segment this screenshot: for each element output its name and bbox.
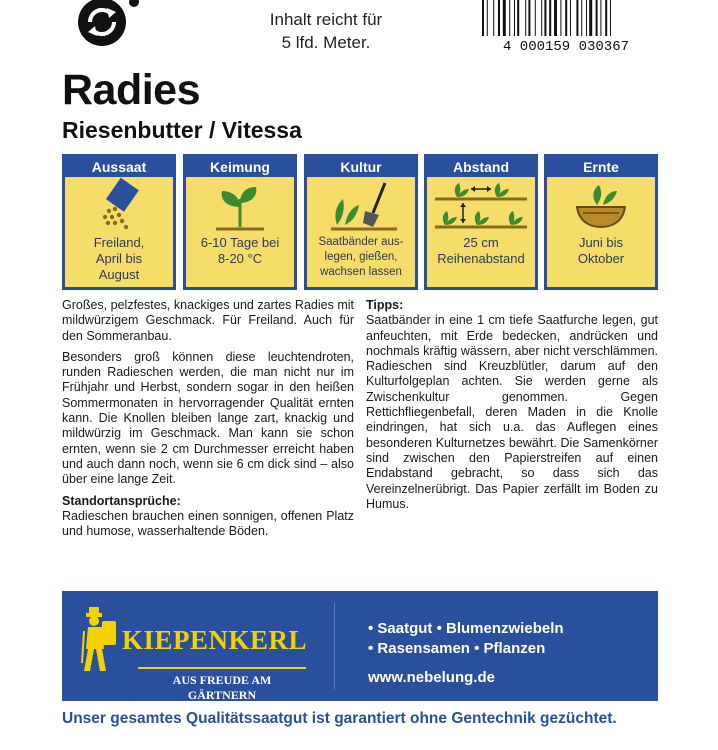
- barcode-bar: [560, 0, 561, 36]
- barcode-bar: [517, 0, 519, 36]
- barcode-bar: [570, 0, 571, 36]
- content-reach-note: [236, 8, 416, 54]
- website-link[interactable]: www.nebelung.de: [368, 669, 495, 686]
- panel-label: Aussaat: [65, 157, 173, 177]
- barcode-number: 4 000159 030367: [502, 39, 630, 52]
- product-variety: Riesenbutter / Vitessa: [62, 117, 302, 143]
- barcode-bar: [514, 0, 515, 36]
- barcode-bar: [498, 0, 500, 36]
- barcode-bar: [541, 0, 542, 36]
- recycling-icon: [66, 0, 144, 52]
- barcode-bar: [610, 0, 611, 36]
- panel-text: 25 cm Reihenabstand: [437, 235, 525, 266]
- reach-line-1: Inhalt reicht für: [269, 10, 383, 29]
- barcode-bar: [596, 0, 598, 36]
- product-range-line-1: • Saatgut • Blumenzwiebeln: [368, 620, 564, 637]
- barcode-bar: [482, 0, 484, 36]
- barcode-bar: [493, 0, 494, 36]
- product-title: Radies: [62, 66, 201, 114]
- seed-packet-icon: [65, 177, 173, 233]
- brand-slogan: AUS FREUDE AM GÄRTNERN: [172, 673, 272, 702]
- panel-text: Freiland, April bis August: [93, 235, 145, 282]
- brand-divider: [138, 667, 306, 669]
- panel-label: Keimung: [186, 157, 294, 177]
- tips-text: Saatbänder in eine 1 cm tiefe Saatfurche legen, gut anfeuchten, mit Erde bedecken, andrücken und nochmals kräftig wässern, aber nicht verschlämmen. Radieschen sind Kreuzblütler, darum auf den Kulturfolgeplan achten. Sie werden gerne als Zwischenkultur genommen. Gegen Rettichfliegenbefall, deren Maden in die Knolle eindringen, hat sich u.a. das Auflegen eines besonderen Kulturnetzes bewährt. Die Samenkörner sind zwischen den Papierstreifen auf einen Endabstand gebracht, so dass sich das Vereinzelnerübrigt. Das Papier zerfällt im Boden zu Humus.: [366, 313, 658, 511]
- barcode-bar: [525, 0, 526, 36]
- panel-keimung: [183, 154, 297, 290]
- reach-line-2: 5 lfd. Meter.: [281, 33, 371, 52]
- barcode-bar: [600, 0, 601, 36]
- location-heading: Standortansprüche:: [62, 493, 181, 508]
- product-range: [368, 619, 564, 659]
- panel-aussaat: [62, 154, 176, 290]
- row-spacing-icon: [427, 177, 535, 233]
- seedling-icon: [186, 177, 294, 233]
- barcode-bar: [544, 0, 546, 36]
- barcode-bar: [503, 0, 506, 36]
- barcode-bar: [528, 0, 530, 36]
- barcode-bar: [605, 0, 607, 36]
- kiepenkerl-figure-logo: [80, 607, 122, 673]
- panel-text: 6-10 Tage bei 8-20 °C: [200, 235, 280, 266]
- panel-text: Saatbänder aus- legen, gießen, wachsen lassen: [318, 236, 404, 278]
- description-body: Besonders groß können diese leuchtendroten, runden Radieschen werden, die man nicht nur im Frühjahr und Herbst, sondern sogar in den heißen Sommermonaten in hervorragender Qualität ernten kann. Die Knollen bleiben lange zart, knackig und mildwürzig im Geschmack. Man kann sie schon ernten, wenn sie 2 cm Durchmesser erreicht haben und auch dann noch, wenn sie 6 cm dick sind – also über eine lange Zeit.: [62, 349, 354, 487]
- barcode-bar: [554, 0, 557, 36]
- barcode-bar: [565, 0, 567, 36]
- tips-heading: Tipps:: [366, 298, 404, 312]
- panel-label: Ernte: [547, 157, 655, 177]
- panel-abstand: [424, 154, 538, 290]
- barcode-bar: [549, 0, 551, 36]
- barcode-bar: [576, 0, 578, 36]
- product-range-line-2: • Rasensamen • Pflanzen: [368, 640, 546, 657]
- harvest-bowl-icon: [547, 177, 655, 233]
- brand-band: [62, 591, 658, 701]
- barcode-bar: [586, 0, 587, 36]
- barcode: [478, 0, 654, 52]
- tips-column: [366, 298, 658, 518]
- panel-text: Juni bis Oktober: [577, 235, 625, 266]
- description-column: [62, 298, 354, 545]
- barcode-bar: [589, 0, 592, 36]
- shovel-plant-icon: [307, 177, 415, 233]
- panel-kultur: [304, 154, 418, 290]
- brand-name: KIEPENKERL: [122, 625, 308, 655]
- location-text: Radieschen brauchen einen sonnigen, offenen Platz und humose, wasserhaltende Böden.: [62, 508, 354, 539]
- barcode-bar: [581, 0, 582, 36]
- gmo-free-statement: Unser gesamtes Qualitätssaatgut ist garantiert ohne Gentechnik gezüchtet.: [62, 710, 617, 727]
- panel-label: Kultur: [307, 157, 415, 177]
- panel-ernte: [544, 154, 658, 290]
- panel-label: Abstand: [427, 157, 535, 177]
- description-intro: Großes, pelzfestes, knackiges und zartes Radies mit mildwürzigem Geschmack. Für Freiland. Auch für den Sommeranbau.: [62, 298, 354, 343]
- barcode-bar: [487, 0, 488, 36]
- barcode-bar: [535, 0, 536, 36]
- barcode-bar: [509, 0, 510, 36]
- band-divider: [334, 603, 335, 689]
